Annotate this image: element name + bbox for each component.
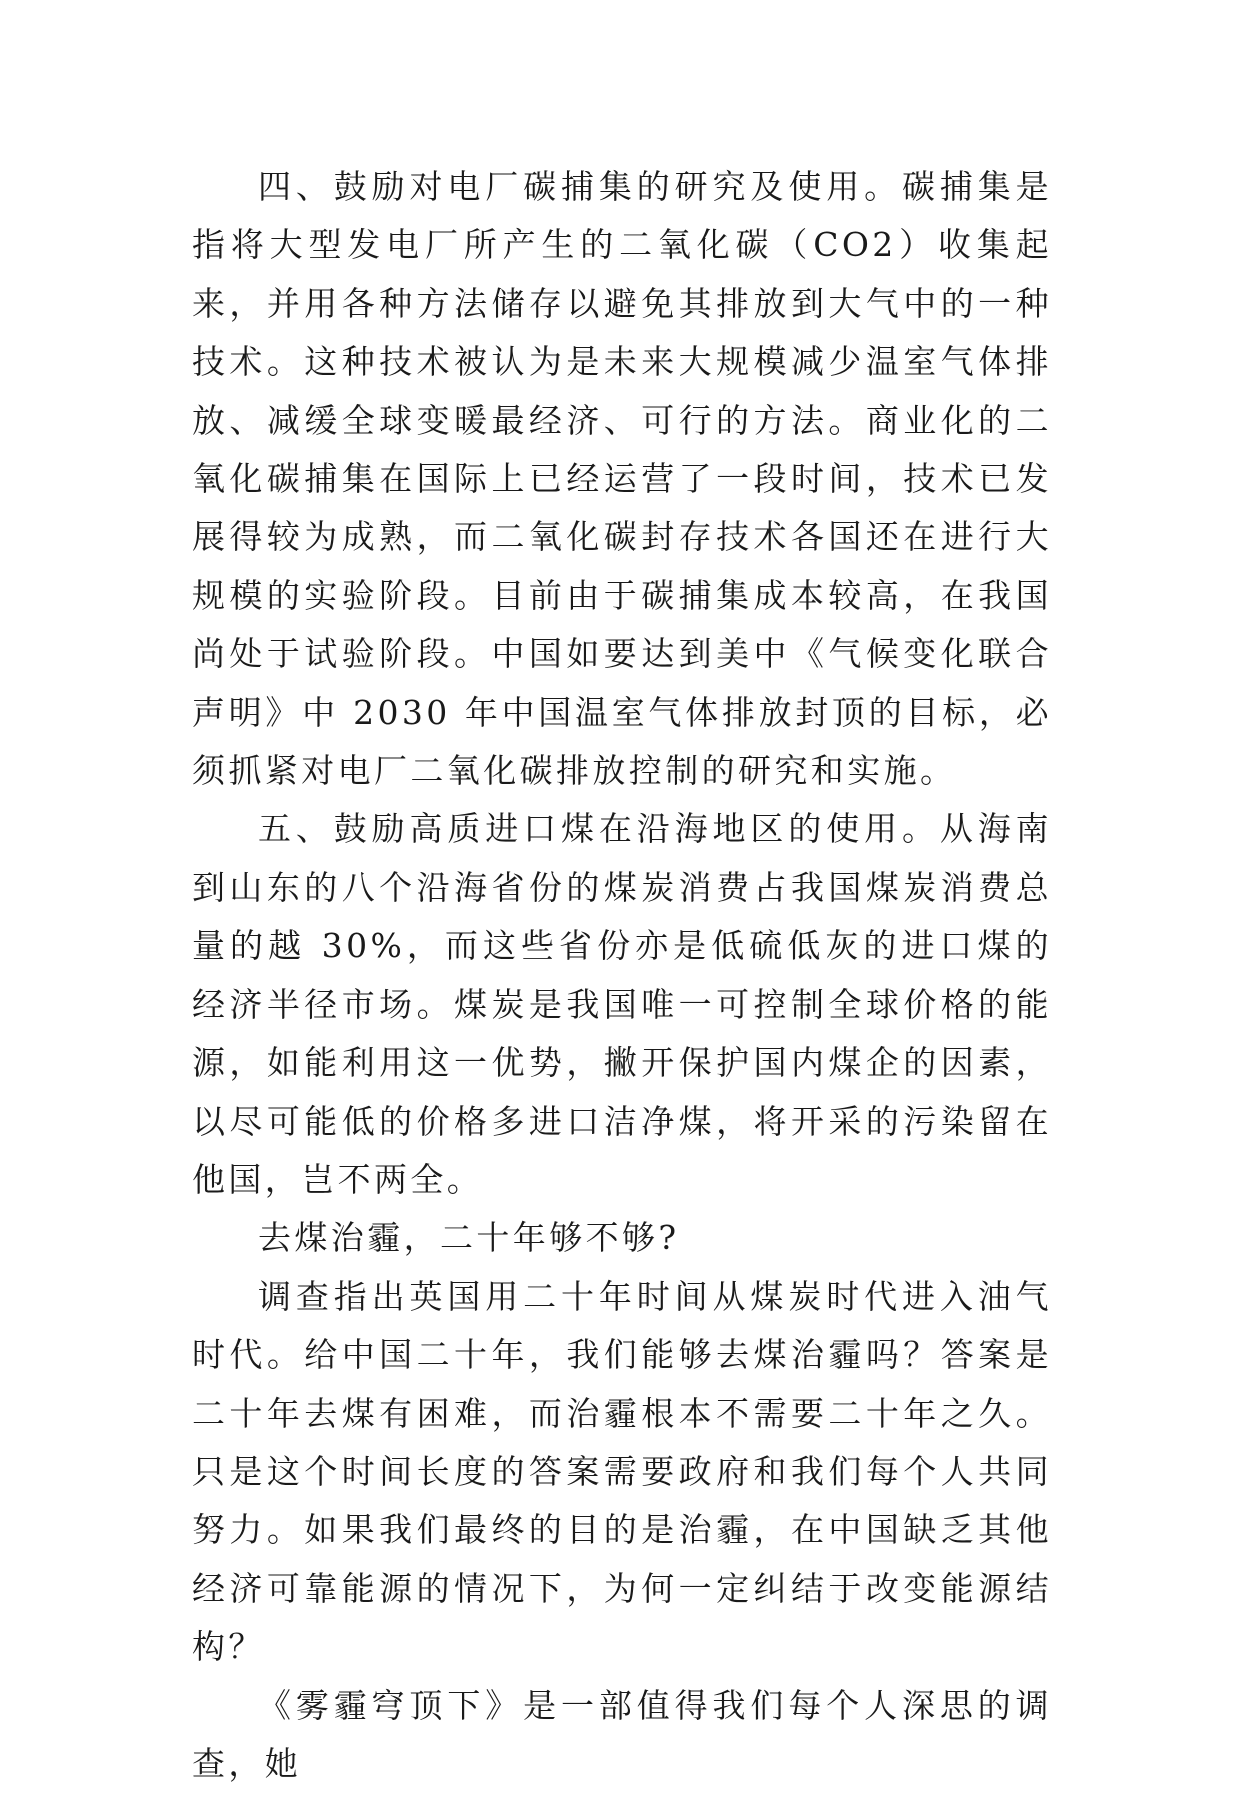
section-heading: 去煤治霾，二十年够不够? [258,1218,680,1258]
paragraph-under-the-dome: 《雾霾穹顶下》是一部值得我们每个人深思的调查，她 [192,1685,1052,1783]
paragraph-imported-coal: 五、鼓励高质进口煤在沿海地区的使用。从海南到山东的八个沿海省份的煤炭消费占我国煤炭消费总量的越 30%，而这些省份亦是低硫低灰的进口煤的经济半径市场。煤炭是我国唯一可控制全球价格的能源，如能利用这一优势，撇开保护国内煤企的因素，以尽可能低的价格多进口洁净煤，将开采的污染留在他国，岂不两全。 [192,809,1052,1199]
body-text [192,158,1052,1793]
paragraph-carbon-capture: 四、鼓励对电厂碳捕集的研究及使用。碳捕集是指将大型发电厂所产生的二氧化碳（CO2）收集起来，并用各种方法储存以避免其排放到大气中的一种技术。这种技术被认为是未来大规模减少温室气体排放、减缓全球变暖最经济、可行的方法。商业化的二氧化碳捕集在国际上已经运营了一段时间，技术已发展得较为成熟，而二氧化碳封存技术各国还在进行大规模的实验阶段。目前由于碳捕集成本较高，在我国尚处于试验阶段。中国如要达到美中《气候变化联合声明》中 2030 年中国温室气体排放封顶的目标，必须抓紧对电厂二氧化碳排放控制的研究和实施。 [192,167,1052,791]
paragraph-twenty-years: 调查指出英国用二十年时间从煤炭时代进入油气时代。给中国二十年，我们能够去煤治霾吗？答案是二十年去煤有困难，而治霾根本不需要二十年之久。只是这个时间长度的答案需要政府和我们每个人共同努力。如果我们最终的目的是治霾，在中国缺乏其他经济可靠能源的情况下，为何一定纠结于改变能源结构？ [192,1276,1052,1667]
